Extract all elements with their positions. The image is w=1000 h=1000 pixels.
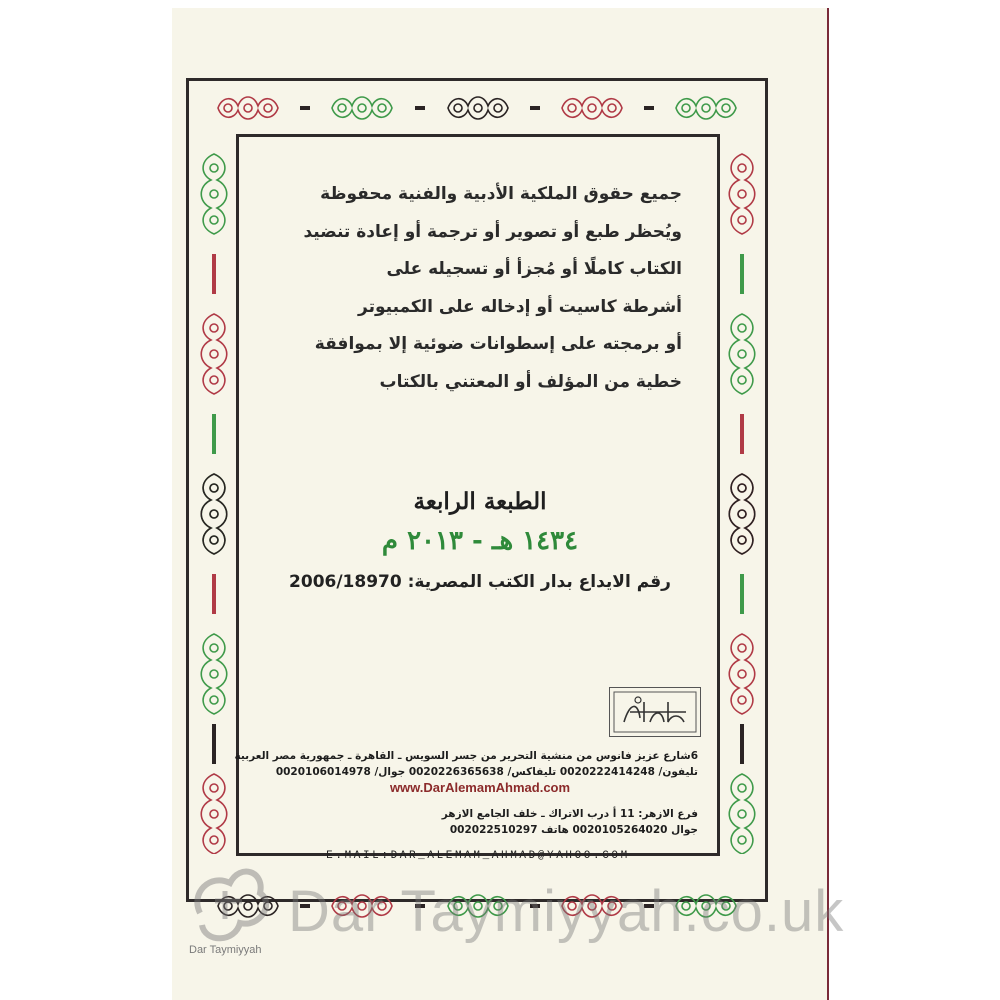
ornament-divider [212,254,216,294]
ornament-motif [201,474,227,554]
ornament-divider [212,414,216,454]
publisher-calligraphy-icon [610,688,700,736]
ornament-motif [332,97,392,119]
ornament-motif [729,474,755,554]
address-line: 6شارع عزيز فانوس من منشية التحرير من جسر السويس ـ القاهرة ـ جمهورية مصر العربية [234,750,698,762]
top-ornament-border [190,80,764,136]
email-address[interactable]: E.MAIL:DAR_ALEMAM_AHMAD@YAHOO.COM [326,850,630,862]
ornament-motif [201,774,227,854]
deposit-number: رقم الايداع بدار الكتب المصرية: 2006/18970 [289,572,671,592]
ornament-divider [212,724,216,764]
ornament-divider [740,574,744,614]
right-ornament-border [717,134,767,854]
rights-line: ويُحظر طبع أو تصوير أو ترجمة أو إعادة تنضيد [303,221,682,242]
ornament-motif [201,634,227,714]
ornament-divider [740,254,744,294]
ornament-divider [300,106,310,110]
publisher-logo [609,687,701,737]
ornament-motif [676,97,736,119]
watermark-text: Dar Taymiyyah.co.uk [288,879,845,944]
rights-line: أشرطة كاسيت أو إدخاله على الكمبيوتر [358,296,682,317]
ornament-divider [644,106,654,110]
ornament-motif [201,314,227,394]
publisher-address [234,748,698,780]
ornament-motif [729,634,755,714]
rights-notice [282,176,682,401]
ornament-motif [729,314,755,394]
ornament-motif [729,474,755,554]
ornament-divider [415,106,425,110]
ornament-divider [740,414,744,454]
ornament-divider [530,106,540,110]
ornament-motif [448,97,508,119]
edition-year: ١٤٣٤ هـ - ٢٠١٣ م [381,526,579,556]
ornament-motif [201,474,227,554]
edition-title: الطبعة الرابعة [413,488,547,515]
rights-line: خطية من المؤلف أو المعتني بالكتاب [379,371,682,392]
ornament-motif [729,774,755,854]
left-ornament-border [189,134,239,854]
branch-phones: جوال 0020105264020 هاتف 002022510297 [449,824,698,836]
ornament-motif [729,154,755,234]
ornament-motif [218,97,278,119]
website-link[interactable]: www.DarAlemamAhmad.com [389,780,571,795]
rights-line: أو برمجته على إسطوانات ضوئية إلا بموافقة [314,334,682,354]
branch-line: فرع الازهر: 11 أ درب الاتراك ـ خلف الجامع الازهر [441,808,698,820]
rights-line: جميع حقوق الملكية الأدبية والفنية محفوظة [320,184,682,204]
ornament-motif [562,97,622,119]
watermark-label: Dar Taymiyyah [189,944,262,956]
phones-line: تليفون/ 0020222414248 تليفاكس/ 0020226365638 جوال/ 0020106014978 [275,766,698,778]
branch-address [268,806,698,838]
ornament-motif [201,154,227,234]
rights-line: الكتاب كاملًا أو مُجزأ أو تسجيله على [386,259,682,279]
ornament-divider [740,724,744,764]
ornament-divider [212,574,216,614]
